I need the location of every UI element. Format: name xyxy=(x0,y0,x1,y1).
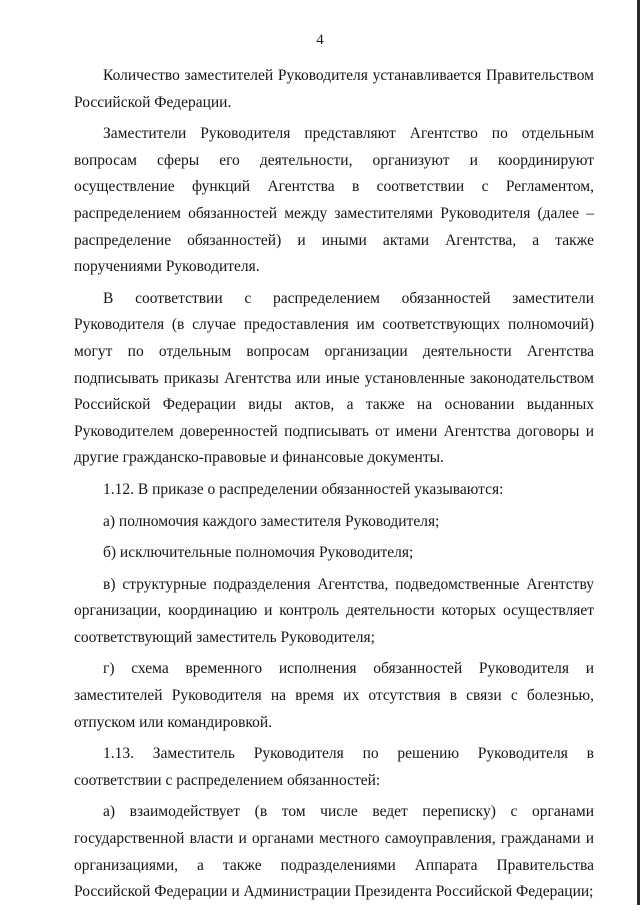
page-number: 4 xyxy=(316,32,324,48)
paragraph-deputies-represent: Заместители Руководителя представляют Агентство по отдельным вопросам сферы его деятельности, организуют и координируют осуществление функций Агентства в соответствии с Регламентом, распределением обязанностей между заместителями Руководителя (далее – распределение обязанностей) и иными актами Агентства, а также поручениями Руководителя. xyxy=(74,125,594,276)
clause-1-12-v: в) структурные подразделения Агентства, подведомственные Агентству организации, координацию и контроль деятельности которых осуществляет соответствующий заместитель Руководителя; xyxy=(74,575,594,646)
clause-1-12-b: б) исключительные полномочия Руководителя; xyxy=(103,544,414,562)
paragraph-deputies-sign: В соответствии с распределением обязанностей заместители Руководителя (в случае предоставления им соответствующих полномочий) могут по отдельным вопросам организации деятельности Агентства подписывать приказы Агентства или иные установленные законодательством Российской Федерации виды актов, а также на основании выданных Руководителем доверенностей подписывать от имени Агентства договоры и другие гражданско-правовые и финансовые документы. xyxy=(74,289,594,467)
clause-1-12-a: а) полномочия каждого заместителя Руководителя; xyxy=(103,512,440,530)
clause-1-12: 1.12. В приказе о распределении обязанностей указываются: xyxy=(103,480,504,498)
clause-1-13: 1.13. Заместитель Руководителя по решению Руководителя в соответствии с распределением обязанностей: xyxy=(74,745,594,789)
paragraph-deputies-count: Количество заместителей Руководителя устанавливается Правительством Российской Федерации. xyxy=(74,67,594,111)
clause-1-12-g: г) схема временного исполнения обязанностей Руководителя и заместителей Руководителя на время их отсутствия в связи с болезнью, отпуском или командировкой. xyxy=(74,660,594,731)
document-body xyxy=(74,63,594,911)
clause-1-13-a: а) взаимодействует (в том числе ведет переписку) с органами государственной власти и органами местного самоуправления, гражданами и организациями, а также подразделениями Аппарата Правительства Российской Федерации и Администрации Президента Российской Федерации; xyxy=(74,803,594,901)
